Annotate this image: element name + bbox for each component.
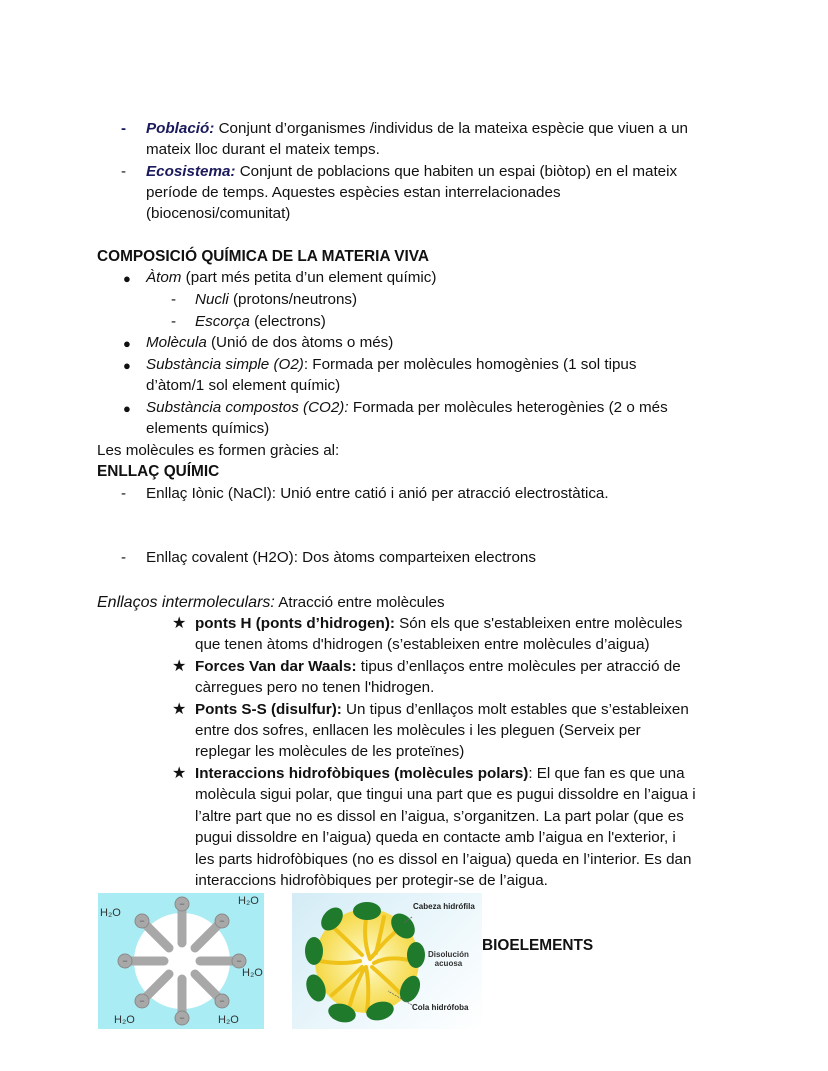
item-ionic-bond: Enllaç Iònic (NaCl): Unió entre catió i anió per atracció electrostàtica. [146,485,609,502]
svg-text:−: − [219,916,225,926]
svg-text:−: − [139,996,145,1006]
svg-text:−: − [219,996,225,1006]
term-poblacio: Població: [146,120,215,137]
item-nucli [195,289,357,310]
definition-text: Conjunt d’organismes /individus de la mateixa espècie que viuen a un [218,120,689,137]
definition-poblacio [146,118,688,139]
desc: tipus d’enllaços entre molècules per atracció de [356,658,681,675]
item-atom [146,267,436,288]
desc: : Formada per molècules homogènies (1 sol tipus [303,356,637,373]
solution-label-line: Disolución [428,950,469,959]
term: Nucli [195,291,229,308]
definition-text: mateix lloc durant el mateix temps. [146,141,380,158]
dash-bullet: - [121,549,127,566]
micelle-colored-figure [292,893,482,1029]
term: Escorça [195,313,250,330]
item-disulfide-bridges [195,699,689,720]
svg-text:−: − [179,899,185,909]
item-hydrophobic-interactions [195,763,685,784]
item-hydrogen-bonds [195,613,682,634]
desc-continued: l’altre part que no es dissol en l’aigua, s’organitzen. La part polar (que es [195,808,684,825]
desc-continued: càrregues pero no tenen l'hidrogen. [195,679,435,696]
desc: (Unió de dos àtoms o més) [206,334,394,351]
desc-continued: interaccions hidrofòbiques per protegir-se de l’aigua. [195,872,548,889]
term: Forces Van dar Waals: [195,658,357,675]
bullet-dot: ● [123,336,131,351]
item-covalent-bond: Enllaç covalent (H2O): Dos àtoms comparteixen electrons [146,549,536,566]
water-label: H₂O [238,895,259,907]
item-escorca [195,311,326,332]
desc: Són els que s'estableixen entre molècules [394,615,683,632]
bullet-dot: ● [123,401,131,416]
definition-text: (biocenosi/comunitat) [146,205,291,222]
bullet-dot: ● [123,271,131,286]
definition-text: període de temps. Aquestes espècies estan interrelacionades [146,184,561,201]
term: Àtom [146,269,182,286]
dash-bullet: - [171,291,177,308]
note-text: Les molècules es formen gràcies al: [97,442,340,459]
desc: Formada per molècules heterogènies (2 o més [348,399,668,416]
section-heading-bioelements: BIOELEMENTS [482,937,594,954]
desc: (part més petita d’un element químic) [181,269,437,286]
term: Substància simple (O2) [146,356,304,373]
desc-continued: pugui dissoldre en l’aigua) queda en contacte amb l’aigua en l'exterior, i [195,829,676,846]
desc-continued: les parts hidrofòbiques (no es dissol en l’aigua) queda en l’interior. Es dan [195,851,692,868]
desc-continued: d’àtom/1 sol element químic) [146,377,341,394]
tail-label: Cola hidrófoba [412,1003,469,1012]
desc: Atracció entre molècules [274,594,445,611]
dash-bullet: - [121,485,127,502]
water-label: H₂O [114,1014,135,1026]
desc: Un tipus d’enllaços molt estables que s’estableixen [341,701,689,718]
desc-continued: elements químics) [146,420,270,437]
solution-label [428,950,469,968]
term: Ponts S-S (disulfur): [195,701,342,718]
term: Interaccions hidrofòbiques (molècules polars) [195,765,529,782]
head-label: Cabeza hidrófila [413,902,475,911]
term: Molècula [146,334,207,351]
desc: (protons/neutrons) [228,291,358,308]
desc: (electrons) [249,313,326,330]
intermolecular-heading [97,592,445,613]
water-label: H₂O [242,967,263,979]
desc: : El que fan es que una [528,765,685,782]
item-substancia-simple [146,354,636,375]
section-heading-composition: COMPOSICIÓ QUÍMICA DE LA MATERIA VIVA [97,248,430,265]
svg-text:−: − [179,1013,185,1023]
bullet-dot: ● [123,358,131,373]
term-ecosistema: Ecosistema: [146,163,236,180]
water-label: H₂O [218,1014,239,1026]
dash-bullet: - [171,313,177,330]
term: Enllaços intermoleculars: [97,594,275,611]
section-heading-bond: ENLLAÇ QUÍMIC [97,463,220,480]
svg-text:−: − [236,956,242,966]
item-substancia-compostos [146,397,668,418]
term: ponts H (ponts d’hidrogen): [195,615,395,632]
svg-text:−: − [139,916,145,926]
dash-bullet: - [121,120,127,137]
svg-text:−: − [122,956,128,966]
star-bullet-icon: ★ [172,765,187,782]
star-bullet-icon: ★ [172,658,187,675]
desc-continued: que tenen àtoms d'hidrogen (s’estableixen entre molècules d’aigua) [195,636,650,653]
definition-ecosistema [146,161,677,182]
water-label: H₂O [100,907,121,919]
star-bullet-icon: ★ [172,701,187,718]
star-bullet-icon: ★ [172,615,187,632]
solution-label-line: acuosa [434,959,463,968]
micelle-diagram [98,893,264,1029]
item-molecula [146,332,393,353]
desc-continued: entre dos sofres, enllacen les molècules i les pleguen (Serveix per [195,722,641,739]
desc-continued: replegar les molècules de les proteïnes) [195,743,465,760]
definition-text: Conjunt de poblacions que habiten un espai (biòtop) en el mateix [239,163,678,180]
micelle-water-figure [98,893,264,1029]
desc-continued: molècula sigui polar, que tingui una part que es pugui dissoldre en l’aigua i [195,786,696,803]
item-van-der-waals [195,656,681,677]
dash-bullet: - [121,163,127,180]
term: Substància compostos (CO2): [146,399,349,416]
